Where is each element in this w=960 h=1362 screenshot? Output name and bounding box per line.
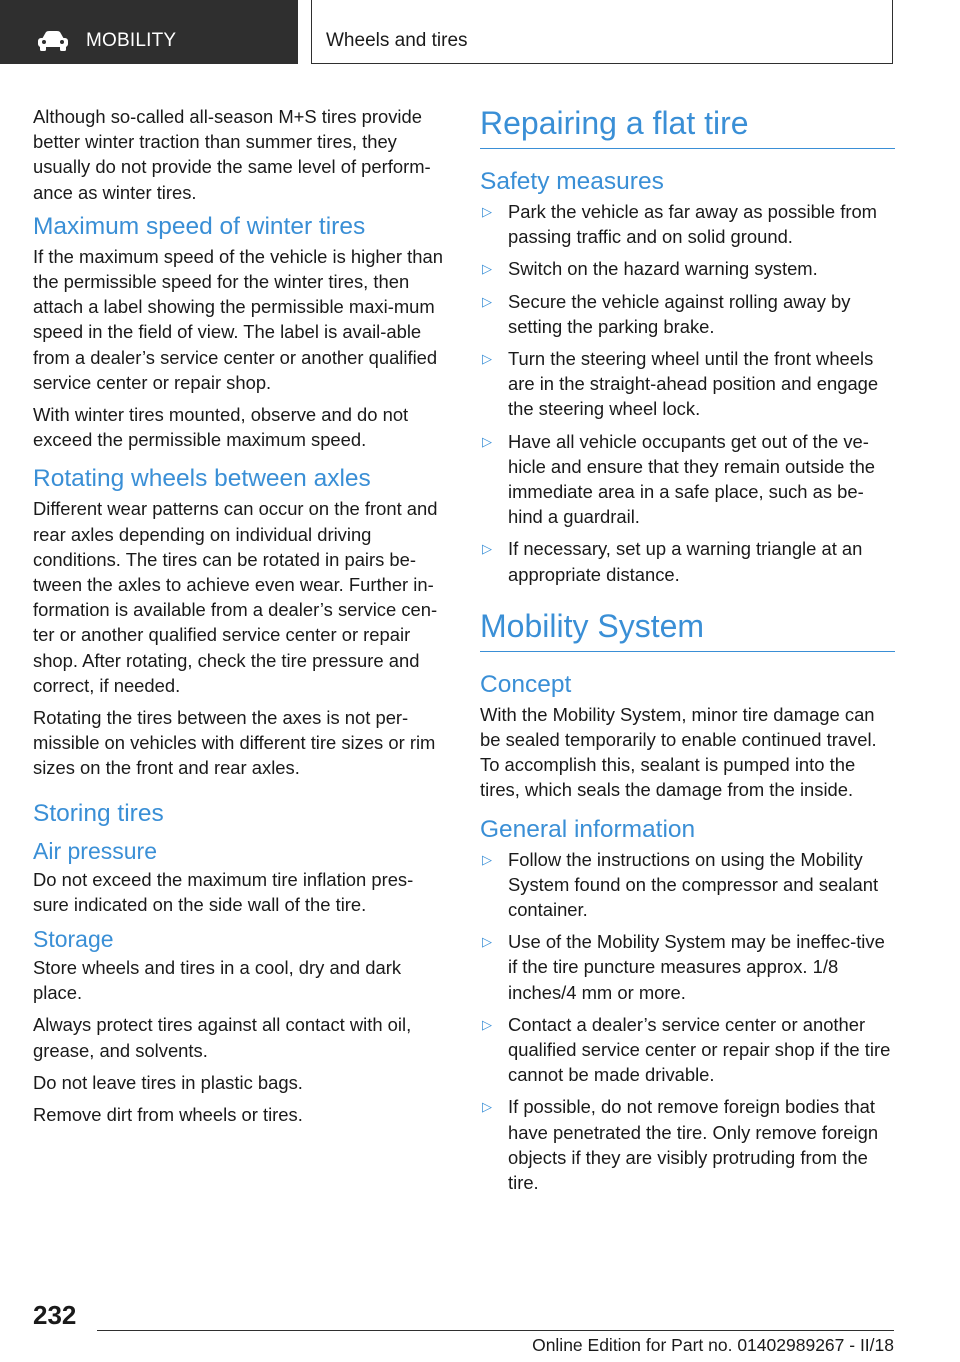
list-item: ▷ Contact a dealer’s service center or another qualified service center or repair shop if the tire cannot be made drivable.: [482, 1013, 891, 1086]
max-speed-paragraph-1: If the maximum speed of the vehicle is higher than the permissible speed for the winter tires, then attach a label showing the permissible maxi-mum speed in the field of view. The label is avail-able from a dealer’s service center or another qualified service center or repair shop.: [33, 245, 443, 393]
right-column: [480, 104, 895, 1202]
storage-paragraph-2: Always protect tires against all contact with oil, grease, and solvents.: [33, 1014, 412, 1061]
bullet-arrow-icon: ▷: [482, 851, 492, 867]
air-pressure-paragraph: Do not exceed the maximum tire inflation pres-sure indicated on the side wall of the tire.: [33, 868, 414, 915]
heading-repairing-flat-tire: Repairing a flat tire: [480, 104, 895, 149]
concept-paragraph: With the Mobility System, minor tire damage can be sealed temporarily to enable continued travel. To accomplish this, sealant is pumped into the tires, which seals the damage from the inside.: [480, 703, 877, 801]
heading-max-speed: Maximum speed of winter tires: [33, 212, 366, 240]
footer-edition: Online Edition for Part no. 01402989267 - II/18: [532, 1335, 894, 1355]
bullet-arrow-icon: ▷: [482, 351, 492, 367]
heading-mobility-system: Mobility System: [480, 607, 895, 652]
heading-storage: Storage: [33, 926, 114, 953]
header-section-tab: [0, 0, 298, 64]
list-item: ▷ Switch on the hazard warning system.: [480, 256, 895, 281]
header-section-title: MOBILITY: [86, 30, 177, 51]
list-item: ▷ Have all vehicle occupants get out of the ve-hicle and ensure that they remain outside the immediate area in a safe place, such as be-hind a guardrail.: [482, 430, 876, 528]
max-speed-paragraph-2: With winter tires mounted, observe and do not exceed the permissible maximum speed.: [33, 404, 409, 451]
left-column: [33, 104, 448, 1134]
heading-concept: Concept: [480, 670, 572, 698]
bullet-arrow-icon: ▷: [482, 261, 492, 277]
bullet-arrow-icon: ▷: [482, 293, 492, 309]
heading-air-pressure: Air pressure: [33, 837, 157, 864]
header-chapter-title: Wheels and tires: [326, 30, 468, 51]
header-chapter-box: [311, 0, 893, 64]
heading-rotating-wheels: Rotating wheels between axles: [33, 465, 371, 493]
intro-paragraph: Although so-called all-season M+S tires provide better winter traction than summer tires, they usually do not provide the same level of perform-ance as winter tires.: [33, 106, 431, 203]
bullet-arrow-icon: ▷: [482, 433, 492, 449]
bullet-arrow-icon: ▷: [482, 204, 492, 219]
bullet-arrow-icon: ▷: [482, 541, 492, 557]
list-item: ▷ Park the vehicle as far away as possible from passing traffic and on solid ground.: [482, 201, 877, 248]
page-number: 232: [33, 1300, 77, 1330]
list-item: ▷ Turn the steering wheel until the front wheels are in the straight-ahead position and engage the steering wheel lock.: [482, 348, 879, 420]
footer-divider: [97, 1330, 894, 1331]
rotating-paragraph-2: Rotating the tires between the axes is not per-missible on vehicles with different tire sizes or rim sizes on the front and rear axles.: [33, 707, 436, 779]
bullet-arrow-icon: ▷: [482, 1099, 492, 1115]
general-information-list: [480, 847, 895, 1196]
heading-safety-measures: Safety measures: [480, 168, 664, 195]
list-item: ▷ If necessary, set up a warning triangle at an appropriate distance.: [482, 538, 863, 585]
heading-storing-tires: Storing tires: [33, 799, 164, 827]
list-item: ▷ If possible, do not remove foreign bodies that have penetrated the tire. Only remove foreign objects if they are visibly protruding from the tire.: [482, 1096, 879, 1194]
storage-paragraph-4: Remove dirt from wheels or tires.: [33, 1104, 303, 1126]
bullet-arrow-icon: ▷: [482, 1016, 492, 1032]
rotating-paragraph-1: Different wear patterns can occur on the front and rear axles depending on individual driving conditions. The tires can be rotated in pairs be-tween the axles to achieve even wear. Further in-formation is available from a dealer’s service cen-ter or another qualified service center or repair shop. After rotating, check the tire pressure and correct, if needed.: [33, 498, 438, 696]
storage-paragraph-3: Do not leave tires in plastic bags.: [33, 1071, 303, 1093]
car-icon: [36, 30, 70, 52]
heading-general-information: General information: [480, 815, 696, 843]
safety-measures-list: [480, 199, 895, 587]
bullet-arrow-icon: ▷: [482, 934, 492, 950]
storage-paragraph-1: Store wheels and tires in a cool, dry and dark place.: [33, 957, 402, 1004]
list-item: ▷ Follow the instructions on using the Mobility System found on the compressor and sealant container.: [482, 848, 879, 921]
list-item: ▷ Secure the vehicle against rolling away by setting the parking brake.: [482, 290, 851, 337]
list-item: ▷ Use of the Mobility System may be ineffec-tive if the tire puncture measures approx. 1/8 inches/4 mm or more.: [482, 931, 885, 1003]
